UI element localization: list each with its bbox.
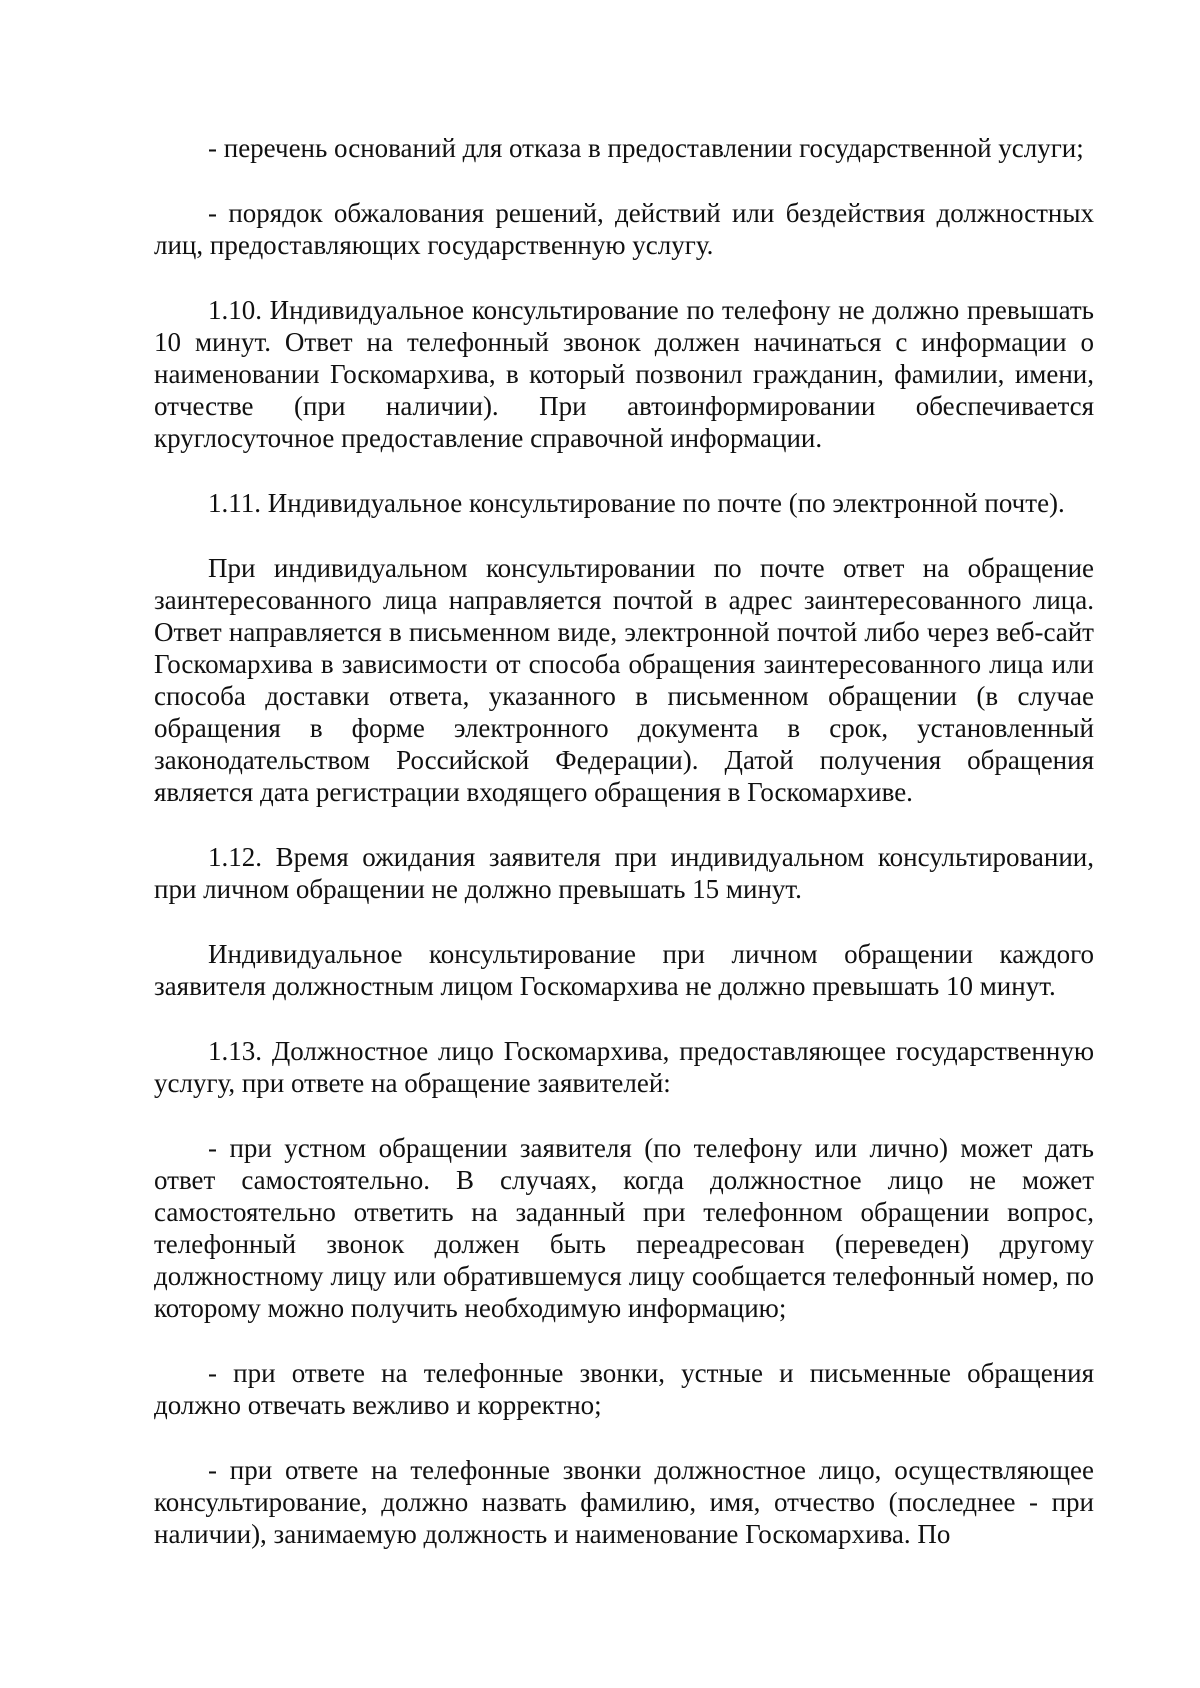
paragraph-phone-answer: - при ответе на телефонные звонки должностное лицо, осуществляющее консультирование, должно назвать фамилию, имя, отчество (последнее - при наличии), занимаемую должность и наименование Госкомархива. По [154, 1455, 1094, 1549]
paragraph-oral-request: - при устном обращении заявителя (по телефону или лично) может дать ответ самостоятельно. В случаях, когда должностное лицо не может самостоятельно ответить на заданный при телефонном обращении вопрос, телефонный звонок должен быть переадресован (переведен) другому должностному лицу или обратившемуся лицу сообщается телефонный номер, по которому можно получить необходимую информацию; [154, 1133, 1094, 1323]
paragraph-mail-consultation: При индивидуальном консультировании по почте ответ на обращение заинтересованного лица направляется почтой в адрес заинтересованного лица. Ответ направляется в письменном виде, электронной почтой либо через веб-сайт Госкомархива в зависимости от способа обращения заинтересованного лица или способа доставки ответа, указанного в письменном обращении (в случае обращения в форме электронного документа в срок, установленный законодательством Российской Федерации). Датой получения обращения является дата регистрации входящего обращения в Госкомархиве. [154, 553, 1094, 807]
paragraph-appeal-procedure: - порядок обжалования решений, действий или бездействия должностных лиц, предоставляющих государственную услугу. [154, 198, 1094, 260]
paragraph-1-13: 1.13. Должностное лицо Госкомархива, предоставляющее государственную услугу, при ответе на обращение заявителей: [154, 1036, 1094, 1098]
paragraph-1-10: 1.10. Индивидуальное консультирование по телефону не должно превышать 10 минут. Ответ на телефонный звонок должен начинаться с информации о наименовании Госкомархива, в который позвонил гражданин, фамилии, имени, отчестве (при наличии). При автоинформировании обеспечивается круглосуточное предоставление справочной информации. [154, 295, 1094, 453]
paragraph-1-11: 1.11. Индивидуальное консультирование по почте (по электронной почте). [208, 488, 1065, 518]
paragraph-personal-consultation: Индивидуальное консультирование при личном обращении каждого заявителя должностным лицом Госкомархива не должно превышать 10 минут. [154, 939, 1094, 1001]
paragraph-1-12: 1.12. Время ожидания заявителя при индивидуальном консультировании, при личном обращении не должно превышать 15 минут. [154, 842, 1094, 904]
document-body [154, 132, 1094, 1550]
paragraph-politeness: - при ответе на телефонные звонки, устные и письменные обращения должно отвечать вежливо и корректно; [154, 1358, 1094, 1420]
paragraph-refusal-grounds: - перечень оснований для отказа в предоставлении государственной услуги; [208, 133, 1084, 163]
